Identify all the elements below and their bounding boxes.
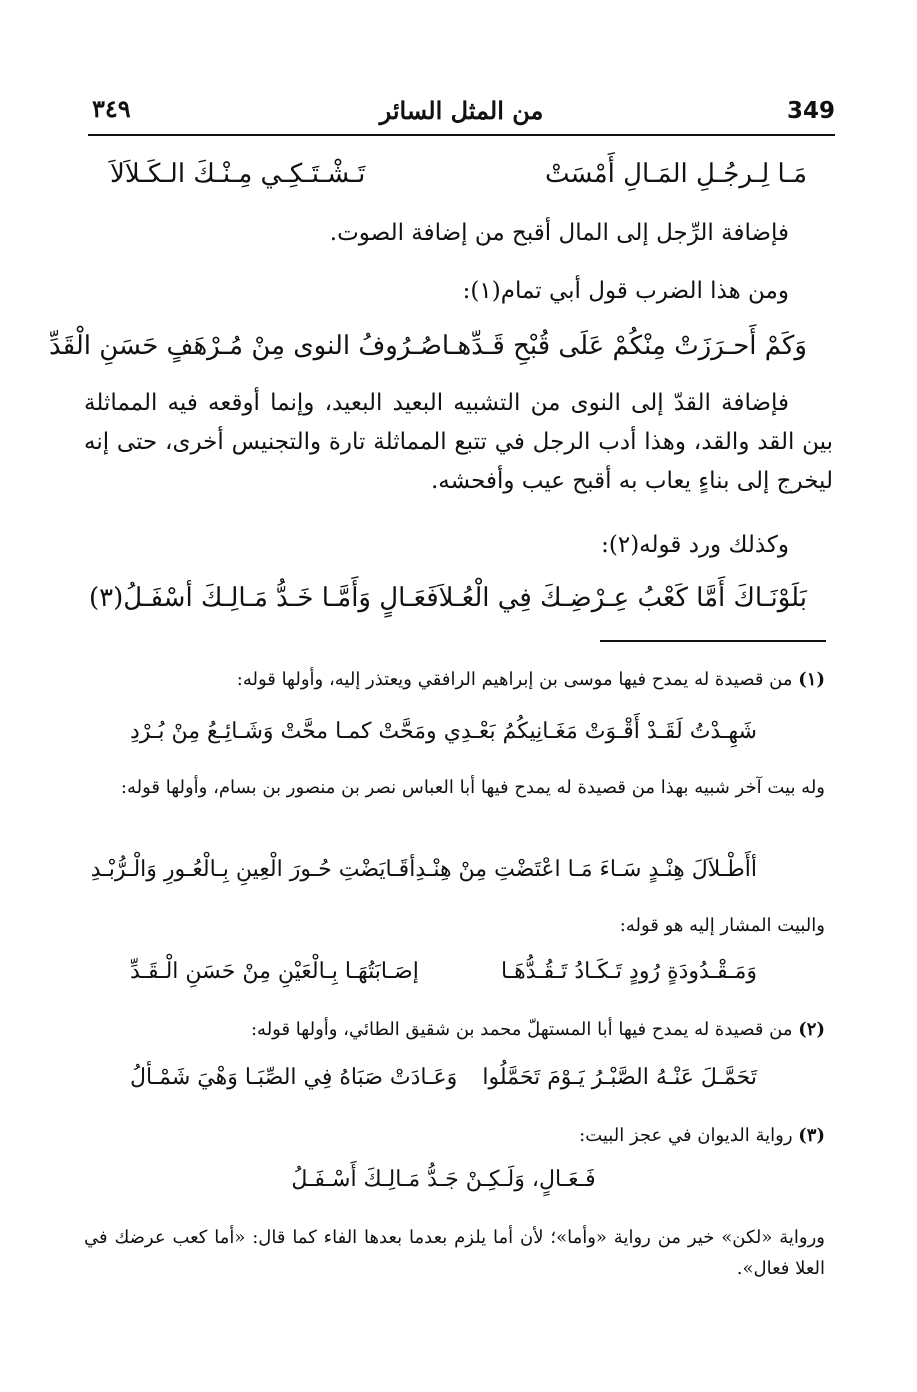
verse-3-second-hemistich: فَعَـالٍ وَأَمَّـا خَـدُّ مَـالِـكَ أسْفَـلُ(٣) xyxy=(88,583,439,613)
verse-3 xyxy=(88,578,807,618)
verse-1-second-hemistich: تَـشْـتَـكِـي مِـنْـكَ الـكَـلاَلاَ xyxy=(110,159,366,189)
footnote-1-verse-b-second: أقَـايَضْتِ حُـورَ الْعِينِ بِـالْعُـورِ وَالْـرُّبْـدِ xyxy=(90,857,416,882)
footnote-2 xyxy=(84,1014,825,1045)
verse-2-second-hemistich: صُـرُوفُ النوى مِنْ مُـرْهَفٍ حَسَنِ الْقَدِّ xyxy=(49,331,442,361)
footnote-3 xyxy=(84,1120,825,1151)
footnote-1-text: من قصيدة له يمدح فيها موسى بن إبراهيم الرافقي ويعتذر إليه، وأولها قوله: xyxy=(236,669,793,690)
footnote-3-verse xyxy=(130,1162,757,1198)
footnote-2-text: من قصيدة له يمدح فيها أبا المستهلّ محمد بن شقيق الطائي، وأولها قوله: xyxy=(250,1019,793,1040)
footnote-separator xyxy=(600,640,826,642)
paragraph-3: فإضافة القدّ إلى النوى من التشبيه البعيد البعيد، وإنما أوقعه فيه المماثلة بين القد والقد، وهذا أدب الرجل في تتبع المماثلة تارة والتجنيس أخرى، حتى إنه ليخرج إلى بناءٍ يعاب به أقبح عيب وأفحشه. xyxy=(84,390,833,494)
footnote-3-verse-line: فَـعَـالٍ، وَلَـكِـنْ جَـدُّ مَـالِـكَ أَسْـفَـلُ xyxy=(291,1167,596,1192)
footnote-1-verse-c xyxy=(130,954,757,990)
footnote-1-verse-a-first: شَهِـدْتُ لَقَـدْ أَقْـوَتْ مَغَـانِيكُمُ بَعْـدِي xyxy=(443,719,757,744)
verse-2 xyxy=(49,326,807,366)
footnote-1-text-3: والبيت المشار إليه هو قوله: xyxy=(619,915,825,936)
page-header xyxy=(88,92,835,136)
verse-1-first-hemistich: مَـا لِـرجُـلِ المَـالِ أَمْسَتْ xyxy=(544,159,807,189)
footnote-2-marker: (٢) xyxy=(798,1019,825,1040)
paragraph-1: فإضافة الرِّجل إلى المال أقبح من إضافة الصوت. xyxy=(329,220,789,246)
footnote-1-verse-a-second: ومَحَّتْ كمـا محَّتْ وَشَـائِـعُ مِنْ بُـرْدِ xyxy=(130,719,437,744)
page-number-latin: 349 xyxy=(786,98,835,124)
page-number-arabic: ٣٤٩ xyxy=(92,94,131,123)
footnote-2-verse xyxy=(130,1060,757,1096)
footnote-1-text-2: وله بيت آخر شبيه بهذا من قصيدة له يمدح فيها أبا العباس نصر بن منصور بن بسام، وأولها قوله: xyxy=(120,777,825,798)
footnote-2-verse-first: تَحَمَّـلَ عَنْـهُ الصَّبْـرُ يَـوْمَ تَحَمَّلُوا xyxy=(482,1065,757,1090)
running-title: من المثل السائر xyxy=(379,96,544,125)
footnote-1-verse-b-first: أأَطْـلاَلَ هِنْـدٍ سَـاءَ مَـا اعْتَضْتِ مِنْ هِنْـدِ xyxy=(415,857,757,882)
footnote-1-verse-c-first: وَمَـقْـدُودَةٍ رُودٍ تَـكَـادُ تَـقُـدُّهَـا xyxy=(500,959,757,984)
footnote-1-verse-b xyxy=(90,852,757,888)
footnote-1-verse-c-second: إصَـابَتُهَـا بِـالْعَيْنِ مِنْ حَسَنِ الْـقَـدِّ xyxy=(130,959,419,984)
footnote-3-text: رواية الديوان في عجز البيت: xyxy=(579,1125,793,1146)
footnote-1 xyxy=(84,664,825,695)
verse-2-first-hemistich: وَكَمْ أَحـرَزَتْ مِنْكُمْ عَلَى قُبْحِ قَـدِّهـا xyxy=(441,331,807,361)
paragraph-2: ومن هذا الضرب قول أبي تمام(١): xyxy=(462,278,789,304)
paragraph-4: وكذلك ورد قوله(٢): xyxy=(601,532,789,558)
footnote-1-marker: (١) xyxy=(798,669,825,690)
footnote-3-text-2: ورواية «لكن» خير من رواية «وأما»؛ لأن أما يلزم بعدما بعدها الفاء كما قال: «أما كعب عرضك في العلا فعال». xyxy=(84,1227,825,1279)
footnote-1-verse-a xyxy=(130,714,757,750)
verse-3-first-hemistich: بَلَوْنَـاكَ أَمَّا كَعْبُ عِـرْضِـكَ فِي الْعُـلاَ xyxy=(438,583,807,613)
footnote-2-verse-second: وَعَـادَتْ صَبَاهُ فِي الصِّبَـا وَهْيَ شَمْـألُ xyxy=(130,1065,458,1090)
verse-1 xyxy=(110,154,807,194)
footnote-3-marker: (٣) xyxy=(798,1125,825,1146)
